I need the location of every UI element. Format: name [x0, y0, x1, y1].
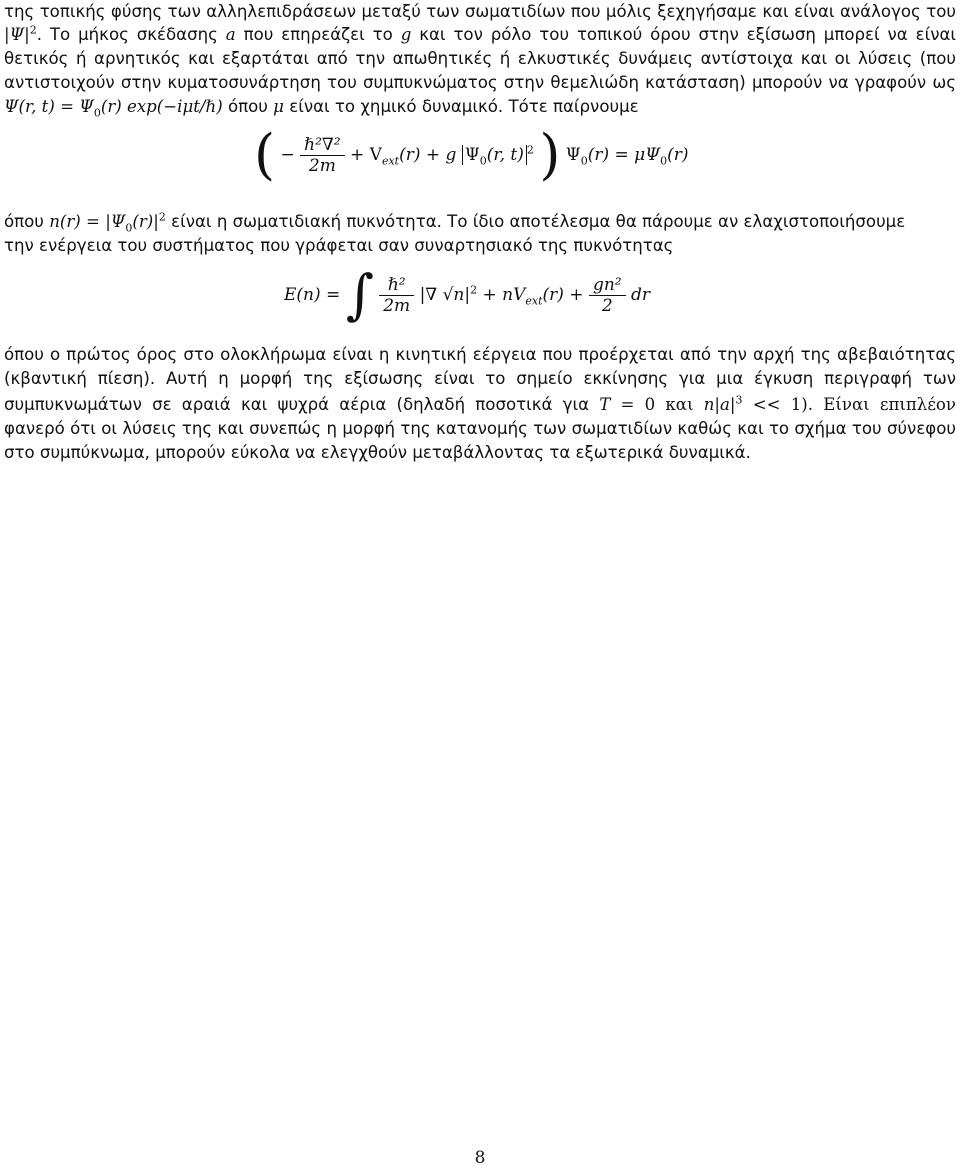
paragraph3-line3: συμπυκνωμάτων σε αραιά και ψυχρά αέρια (δηλαδή ποσοτικά για T = 0 και $n|a|^3 << 1$). Είναι επιπλέον: [4, 393, 956, 414]
paragraph1-line2: $|\Psi|^2$. Το μήκος σκέδασης a που επηρεάζει το g και τον ρόλο του τοπικού όρου στην εξίσωση μπορεί να είναι: [4, 23, 957, 44]
paragraph3-line5: στο συμπύκνωμα, μπορούν εύκολα να ελεγχθούν μεταβάλλοντας τα εξωτερικά δυναμικά.: [4, 443, 751, 462]
gn-squared-fraction: $\frac{\text{gn²}}{2}$: [589, 275, 626, 316]
equation-energy-functional: E(n) = ∫ $\frac{\text{ℏ²}}{2m}$ |∇ $√n|^2 + nV_{ext}(r)$ + $\frac{\text{gn²}}{2}$ dr: [284, 263, 651, 326]
paragraph3-line2: (κβαντική πίεση). Αυτή η μορφή της εξίσωσης είναι το σημείο εκκίνησης για μια έγκυση περιγραφή των: [4, 369, 956, 388]
paragraph1-line5: Ψ(r, $t) = \Psi_0(r)$ exp(−iμt/ℏ) όπου μ είναι το χημικό δυναμικό. Τότε παίρνουμε: [4, 97, 639, 120]
equation-gross-pitaevskii: ( − $\frac{\text{ℏ²∇²}}{2m}$ + $V_{ext}(r) + g$ $\Psi_0(r$, t) $^2$ ) $\Psi_0(r) = \mu\Psi_0(r)$: [254, 123, 689, 186]
integral-sign: ∫: [345, 263, 374, 326]
paragraph1-line4: αντιστοιχούν στην κυματοσυνάρτηση του συμπυκνώματος στην θεμελιώδη κατάσταση) μπορούν να γραφούν ως: [4, 73, 956, 92]
paragraph1-line1: της τοπικής φύσης των αλληλεπιδράσεων μεταξύ των σωματιδίων που μόλις ξεχηγήσαμε και είναι ανάλογος του: [4, 2, 956, 21]
left-paren: (: [254, 123, 276, 186]
paragraph3-line4: φανερό ότι οι λύσεις της και συνεπώς η μορφή της κατανομής των σωματιδίων καθώς και το σχήμα του σύνεφου: [4, 419, 956, 438]
paragraph3-line1: όπου ο πρώτος όρος στο ολοκλήρωμα είναι η κινητική εέργεια που προέρχεται από την αρχή της αβεβαιότητας: [4, 345, 956, 364]
right-paren: ): [539, 123, 561, 186]
hbar-laplacian-fraction: $\frac{\text{ℏ²∇²}}{2m}$: [300, 135, 344, 176]
page-number: 8: [474, 1148, 486, 1168]
paragraph1-line3: θετικός ή αρνητικός και εξαρτάται από την απωθητικές ή ελκυστικές δυνάμεις αντίστοιχα και οι λύσεις (που: [4, 49, 956, 68]
paragraph2-line2: την ενέργεια του συστήματος που γράφεται σαν συναρτησιακό της πυκνότητας: [4, 236, 674, 255]
hbar-2m-fraction: $\frac{\text{ℏ²}}{2m}$: [379, 275, 414, 316]
paragraph2-line1: όπου $n(r) = |\Psi_0(r)|^2$ είναι η σωματιδιακή πυκνότητα. Το ίδιο αποτέλεσμα θα πάρουμε αν ελαχιστοποιήσουμε: [4, 210, 906, 235]
